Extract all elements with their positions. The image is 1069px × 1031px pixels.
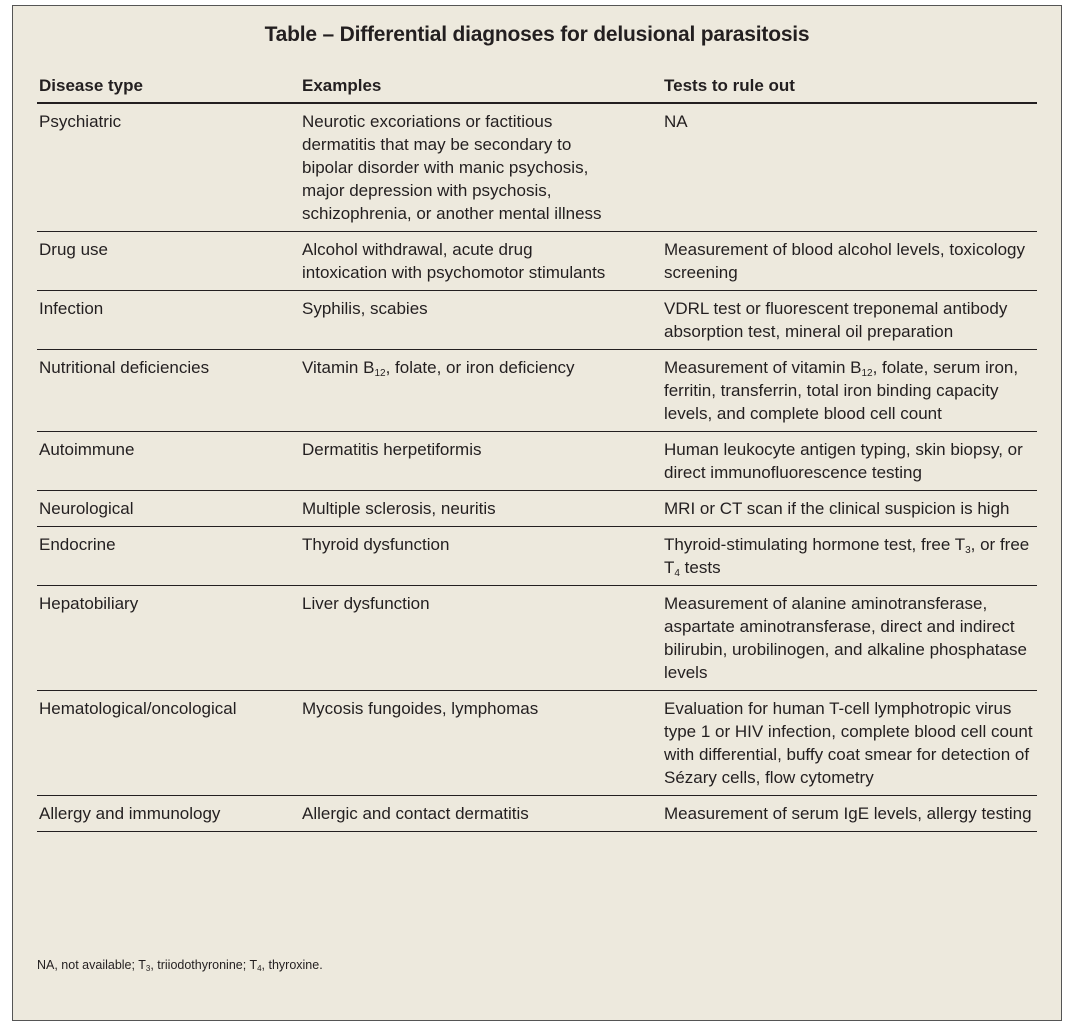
examples-cell: Multiple sclerosis, neuritis	[300, 491, 662, 527]
tests-cell	[662, 350, 1037, 432]
examples-cell: Dermatitis herpetiformis	[300, 432, 662, 491]
disease-type-cell: Infection	[37, 291, 300, 350]
table-row	[37, 232, 1037, 291]
disease-type-cell: Nutritional deficiencies	[37, 350, 300, 432]
disease-type-cell: Drug use	[37, 232, 300, 291]
subscript: 4	[674, 568, 680, 579]
subscript: 12	[861, 368, 873, 379]
tests-text: Thyroid-stimulating hormone test, free T	[664, 535, 966, 554]
disease-type-cell: Allergy and immunology	[37, 796, 300, 832]
tests-cell: Evaluation for human T-cell lymphotropic virus type 1 or HIV infection, complete blood cell count with differential, buffy coat smear for detection of Sézary cells, flow cytometry	[662, 691, 1037, 796]
footnote-text: , triiodothyronine; T	[150, 958, 258, 972]
disease-type-cell: Hepatobiliary	[37, 586, 300, 691]
examples-cell: Liver dysfunction	[300, 586, 662, 691]
subscript: 3	[145, 964, 151, 973]
examples-cell: Allergic and contact dermatitis	[300, 796, 662, 832]
table-row	[37, 291, 1037, 350]
examples-text: , folate, or iron deficiency	[385, 358, 575, 377]
tests-cell: Measurement of blood alcohol levels, toxicology screening	[662, 232, 1037, 291]
table-panel	[12, 5, 1062, 1021]
table-row	[37, 491, 1037, 527]
footnote-text: , thyroxine.	[261, 958, 323, 972]
table-footnote	[37, 958, 323, 972]
table-row	[37, 796, 1037, 832]
footnote-text: NA, not available; T	[37, 958, 146, 972]
tests-cell: Measurement of alanine aminotransferase, aspartate aminotransferase, direct and indirect bilirubin, urobilinogen, and alkaline phosphatase levels	[662, 586, 1037, 691]
examples-cell: Alcohol withdrawal, acute drug intoxication with psychomotor stimulants	[300, 232, 662, 291]
tests-cell: Human leukocyte antigen typing, skin biopsy, or direct immunofluorescence testing	[662, 432, 1037, 491]
examples-cell: Syphilis, scabies	[300, 291, 662, 350]
table-row	[37, 691, 1037, 796]
table-row	[37, 350, 1037, 432]
disease-type-cell: Psychiatric	[37, 103, 300, 232]
disease-type-cell: Autoimmune	[37, 432, 300, 491]
tests-cell: MRI or CT scan if the clinical suspicion is high	[662, 491, 1037, 527]
table-row	[37, 103, 1037, 232]
examples-text: Vitamin B	[302, 358, 375, 377]
table-row	[37, 432, 1037, 491]
column-header-tests: Tests to rule out	[662, 70, 1037, 103]
tests-cell	[662, 527, 1037, 586]
subscript: 3	[965, 545, 971, 556]
subscript: 4	[257, 964, 262, 973]
tests-cell: Measurement of serum IgE levels, allergy testing	[662, 796, 1037, 832]
examples-cell: Thyroid dysfunction	[300, 527, 662, 586]
examples-cell: Neurotic excoriations or factitious dermatitis that may be secondary to bipolar disorder with manic psychosis, major depression with psychosis, schizophrenia, or another mental illness	[300, 103, 662, 232]
column-header-disease-type: Disease type	[37, 70, 300, 103]
disease-type-cell: Neurological	[37, 491, 300, 527]
column-header-examples: Examples	[300, 70, 662, 103]
disease-type-cell: Endocrine	[37, 527, 300, 586]
examples-cell: Mycosis fungoides, lymphomas	[300, 691, 662, 796]
table-row	[37, 527, 1037, 586]
header-row	[37, 70, 1037, 103]
disease-type-cell: Hematological/oncological	[37, 691, 300, 796]
table-title: Table – Differential diagnoses for delusional parasitosis	[264, 23, 810, 46]
tests-cell: NA	[662, 103, 1037, 232]
tests-text: , or free T	[664, 535, 1030, 577]
tests-text: Measurement of vitamin B	[664, 358, 862, 377]
table-row	[37, 586, 1037, 691]
differential-diagnoses-table	[37, 70, 1037, 832]
examples-cell	[300, 350, 662, 432]
tests-text: , folate, serum iron, ferritin, transferrin, total iron binding capacity levels, and complete blood cell count	[664, 358, 1019, 423]
tests-cell: VDRL test or fluorescent treponemal antibody absorption test, mineral oil preparation	[662, 291, 1037, 350]
subscript: 12	[374, 368, 386, 379]
tests-text: tests	[679, 558, 721, 577]
